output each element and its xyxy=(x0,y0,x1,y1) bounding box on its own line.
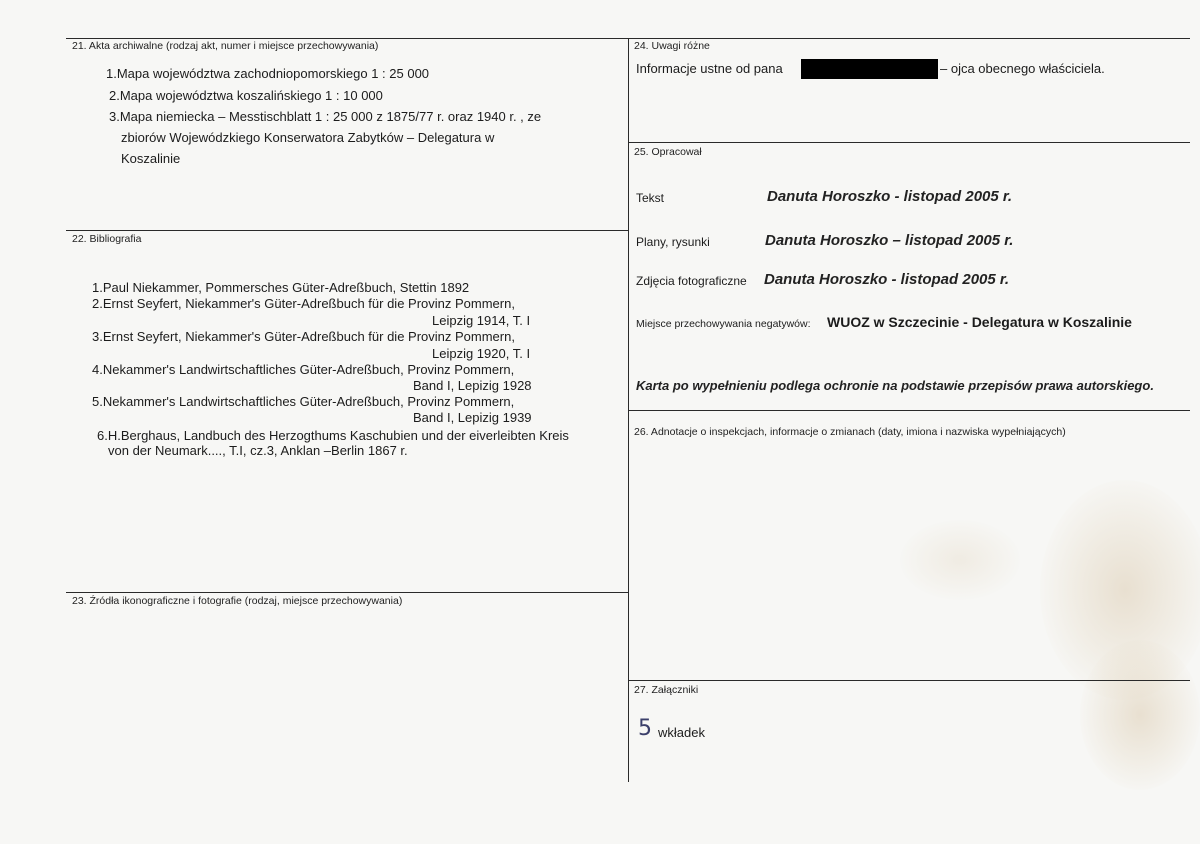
top-border-right xyxy=(628,38,1190,39)
divider-22-23 xyxy=(66,592,628,593)
prepared-photos-value: Danuta Horoszko - listopad 2005 r. xyxy=(764,271,1010,288)
divider-24-25 xyxy=(628,142,1190,143)
archive-item-2: 2.Mapa województwa koszalińskiego 1 : 10 000 xyxy=(109,88,383,103)
archive-item-3: 3.Mapa niemiecka – Messtischblatt 1 : 25 000 z 1875/77 r. oraz 1940 r. , ze xyxy=(109,109,542,124)
negatives-storage-value: WUOZ w Szczecinie - Delegatura w Koszalinie xyxy=(827,314,1132,330)
divider-25-26 xyxy=(628,410,1190,411)
oral-info-text: Informacje ustne od pana xyxy=(636,61,783,76)
divider-21-22 xyxy=(66,230,628,231)
bibliography-item-cont: Band I, Lepizig 1928 xyxy=(413,378,532,393)
bibliography-item-cont: Band I, Lepizig 1939 xyxy=(413,410,532,425)
bibliography-item: 5.Nekammer's Landwirtschaftliches Güter-Adreßbuch, Provinz Pommern, xyxy=(92,394,515,409)
archive-item-1: 1.Mapa województwa zachodniopomorskiego 1 : 25 000 xyxy=(106,66,430,81)
attachments-count: 5 xyxy=(638,716,652,741)
bibliography-item: 6.H.Berghaus, Landbuch des Herzogthums Kaschubien und der eiverleibten Kreis xyxy=(97,428,569,443)
oral-info-text-after: – ojca obecnego właściciela. xyxy=(940,61,1105,76)
section-21-label: 21. Akta archiwalne (rodzaj akt, numer i miejsce przechowywania) xyxy=(72,40,379,52)
top-border-left xyxy=(66,38,628,39)
divider-26-27 xyxy=(628,680,1190,681)
archive-item-3-cont: zbiorów Wojewódzkiego Konserwatora Zabytków – Delegatura w xyxy=(121,130,495,145)
bibliography-item-cont: von der Neumark...., T.I, cz.3, Anklan –Berlin 1867 r. xyxy=(108,443,408,458)
bibliography-item-cont: Leipzig 1920, T. I xyxy=(432,346,531,361)
bibliography-item: 3.Ernst Seyfert, Niekammer's Güter-Adreßbuch für die Provinz Pommern, xyxy=(92,329,515,344)
paper-stain xyxy=(900,520,1020,600)
bibliography-item: 4.Nekammer's Landwirtschaftliches Güter-Adreßbuch, Provinz Pommern, xyxy=(92,362,515,377)
bibliography-item-cont: Leipzig 1914, T. I xyxy=(432,313,531,328)
section-24-label: 24. Uwagi różne xyxy=(634,40,710,52)
attachments-text: wkładek xyxy=(658,725,705,740)
section-23-label: 23. Źródła ikonograficzne i fotografie (rodzaj, miejsce przechowywania) xyxy=(72,595,403,607)
section-26-label: 26. Adnotacje o inspekcjach, informacje o zmianach (daty, imiona i nazwiska wypełniających) xyxy=(634,426,1066,438)
prepared-text-label: Tekst xyxy=(636,191,665,205)
section-25-label: 25. Opracował xyxy=(634,146,702,158)
negatives-storage-label: Miejsce przechowywania negatywów: xyxy=(636,318,811,330)
archive-item-3-cont: Koszalinie xyxy=(121,151,181,166)
prepared-photos-label: Zdjęcia fotograficzne xyxy=(636,274,747,288)
paper-stain xyxy=(1080,640,1200,790)
prepared-plans-label: Plany, rysunki xyxy=(636,235,710,249)
section-22-label: 22. Bibliografia xyxy=(72,233,142,245)
redacted-name xyxy=(801,59,938,79)
copyright-note: Karta po wypełnieniu podlega ochronie na podstawie przepisów prawa autorskiego. xyxy=(636,378,1154,393)
prepared-text-value: Danuta Horoszko - listopad 2005 r. xyxy=(767,188,1013,205)
bibliography-item: 2.Ernst Seyfert, Niekammer's Güter-Adreßbuch für die Provinz Pommern, xyxy=(92,296,515,311)
prepared-plans-value: Danuta Horoszko – listopad 2005 r. xyxy=(765,232,1014,249)
bibliography-item: 1.Paul Niekammer, Pommersches Güter-Adreßbuch, Stettin 1892 xyxy=(92,280,470,295)
section-27-label: 27. Załączniki xyxy=(634,684,699,696)
